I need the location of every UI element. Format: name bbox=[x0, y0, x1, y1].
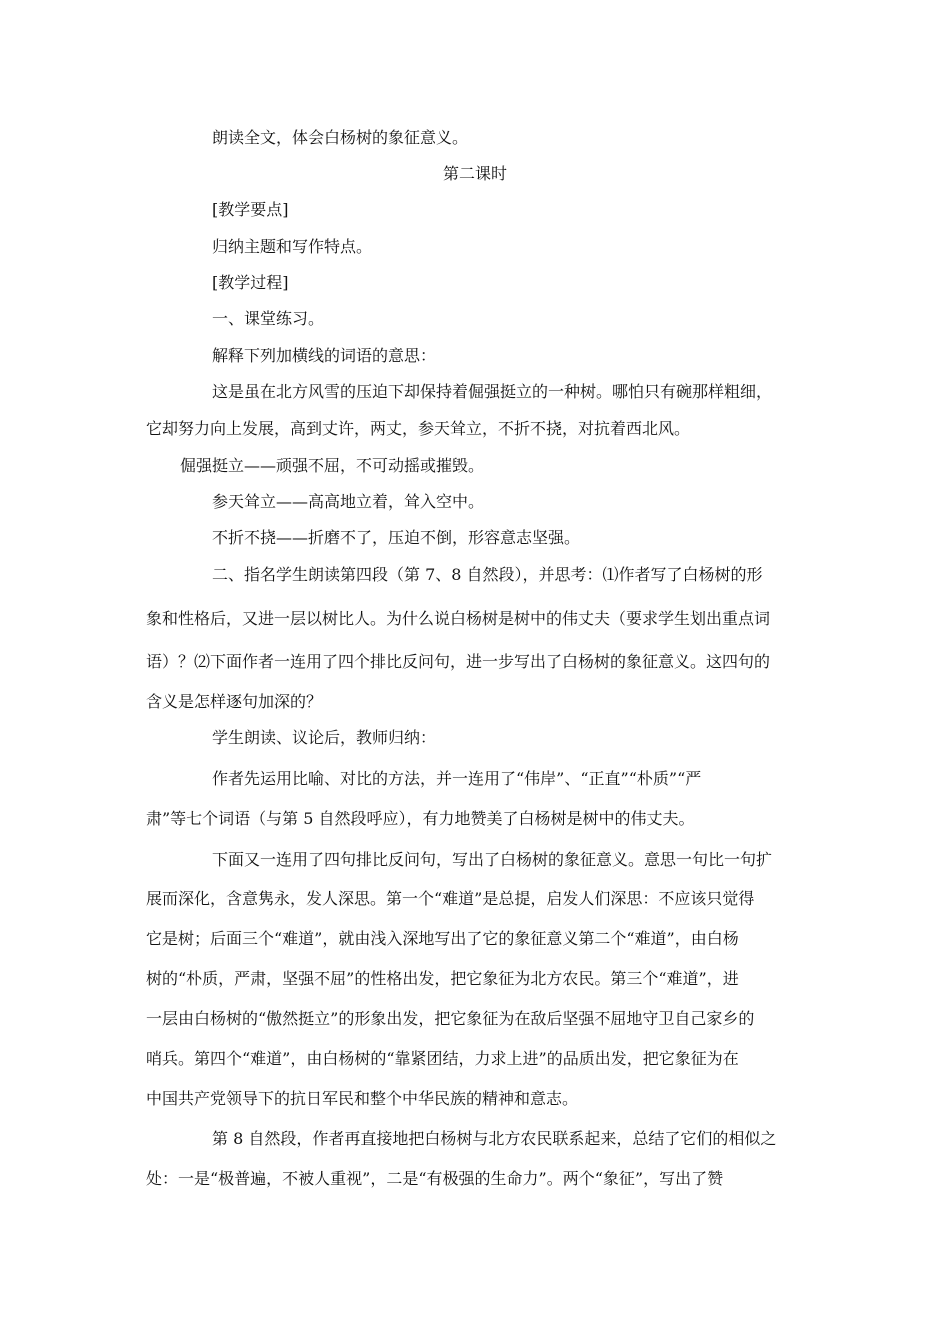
text-line: 哨兵。第四个“难道”，由白杨树的“靠紧团结，力求上进”的品质出发，把它象征为在 bbox=[146, 1049, 739, 1068]
text-line: 它是树；后面三个“难道”，就由浅入深地写出了它的象征意义第二个“难道”，由白杨 bbox=[146, 929, 739, 948]
text-line: 处：一是“极普遍，不被人重视”，二是“有极强的生命力”。两个“象征”，写出了赞 bbox=[146, 1169, 724, 1188]
text-line: 下面又一连用了四句排比反问句，写出了白杨树的象征意义。意思一句比一句扩 bbox=[212, 850, 773, 869]
text-line: 这是虽在北方风雪的压迫下却保持着倔强挺立的一种树。哪怕只有碗那样粗细， bbox=[212, 382, 773, 401]
text-line: 它却努力向上发展，高到丈许，两丈，参天耸立，不折不挠，对抗着西北风。 bbox=[146, 419, 691, 438]
section-title: 第二课时 bbox=[442, 164, 507, 183]
text-line: 语）？⑵下面作者一连用了四个排比反问句，进一步写出了白杨树的象征意义。这四句的 bbox=[146, 652, 771, 671]
text-line: 展而深化，含意隽永，发人深思。第一个“难道”是总提，启发人们深思：不应该只觉得 bbox=[146, 889, 755, 908]
text-line: 学生朗读、议论后，教师归纳： bbox=[212, 728, 437, 747]
text-line: 作者先运用比喻、对比的方法，并一连用了“伟岸”、“正直”“朴质”“严 bbox=[212, 769, 702, 788]
text-line: 一层由白杨树的“傲然挺立”的形象出发，把它象征为在敌后坚强不屈地守卫自己家乡的 bbox=[146, 1009, 755, 1028]
text-line: 归纳主题和写作特点。 bbox=[212, 237, 373, 256]
text-line: [教学过程] bbox=[212, 273, 289, 292]
text-line: 含义是怎样逐句加深的？ bbox=[146, 692, 323, 711]
text-line: 倔强挺立——顽强不屈，不可动摇或摧毁。 bbox=[180, 456, 485, 475]
text-line: 一、课堂练习。 bbox=[212, 309, 325, 328]
text-line: 象和性格后，又进一层以树比人。为什么说白杨树是树中的伟丈夫（要求学生划出重点词 bbox=[146, 609, 771, 628]
text-line: 朗读全文，体会白杨树的象征意义。 bbox=[212, 128, 469, 147]
text-line: 参天耸立——高高地立着，耸入空中。 bbox=[212, 492, 485, 511]
text-line: 不折不挠——折磨不了，压迫不倒，形容意志坚强。 bbox=[212, 528, 581, 547]
text-line: 树的“朴质，严肃，坚强不屈”的性格出发，把它象征为北方农民。第三个“难道”，进 bbox=[146, 969, 739, 988]
text-line: 第 8 自然段，作者再直接地把白杨树与北方农民联系起来，总结了它们的相似之 bbox=[212, 1129, 777, 1148]
text-line: 肃”等七个词语（与第 5 自然段呼应），有力地赞美了白杨树是树中的伟丈夫。 bbox=[146, 809, 695, 828]
text-line: 中国共产党领导下的抗日军民和整个中华民族的精神和意志。 bbox=[146, 1089, 579, 1108]
text-line: [教学要点] bbox=[212, 200, 289, 219]
text-line: 二、指名学生朗读第四段（第 7、8 自然段），并思考：⑴作者写了白杨树的形 bbox=[212, 565, 763, 584]
text-line: 解释下列加横线的词语的意思： bbox=[212, 346, 437, 365]
